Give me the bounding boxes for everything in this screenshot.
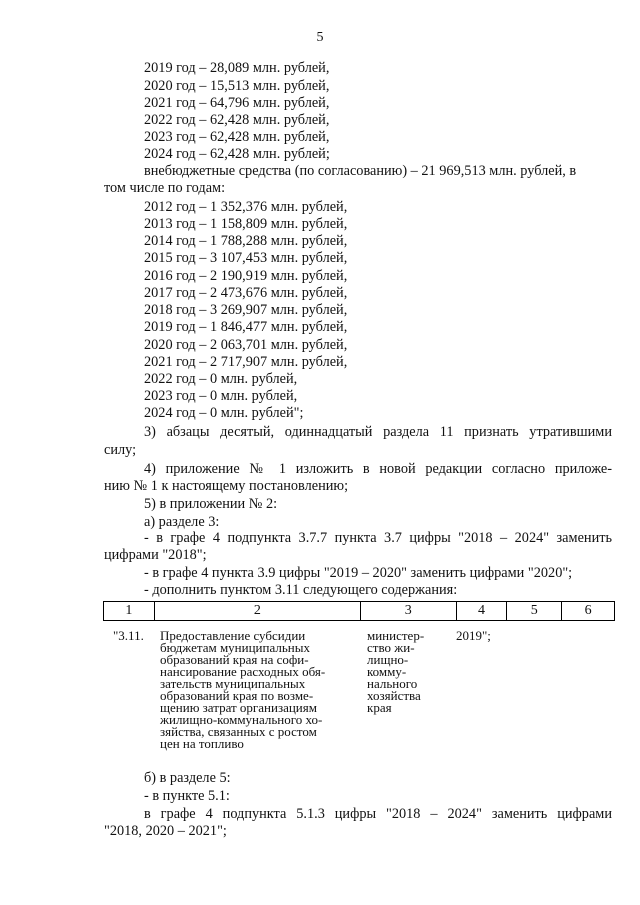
- item-4-line: 4) приложение № 1 изложить в новой редакции согласно приложе-: [144, 461, 612, 477]
- year-line: 2018 год – 3 269,907 млн. рублей,: [144, 302, 348, 318]
- page-number: 5: [316, 30, 324, 45]
- year-line: 2016 год – 2 190,919 млн. рублей,: [144, 268, 348, 284]
- year-line: 2015 год – 3 107,453 млн. рублей,: [144, 250, 348, 266]
- year-line: 2020 год – 2 063,701 млн. рублей,: [144, 337, 348, 353]
- final-line: в графе 4 подпункта 5.1.3 цифры "2018 – 2024" заменить цифрами: [144, 806, 612, 822]
- description-line: образований края на софи-: [160, 652, 309, 667]
- table-cell-description: [160, 630, 325, 750]
- item-5a: а) разделе 3:: [144, 514, 220, 530]
- extra-budget-line: внебюджетные средства (по согласованию) – 21 969,513 млн. рублей, в: [144, 163, 577, 179]
- year-line: 2019 год – 28,089 млн. рублей,: [144, 60, 330, 76]
- year-line: 2012 год – 1 352,376 млн. рублей,: [144, 199, 348, 215]
- executor-line: нального: [367, 676, 418, 691]
- executor-line: хозяйства: [367, 688, 421, 703]
- year-line: 2017 год – 2 473,676 млн. рублей,: [144, 285, 348, 301]
- table-header-cell: 5: [507, 602, 562, 620]
- description-line: щению затрат организациям: [160, 700, 317, 715]
- table-cell-year: 2019";: [456, 628, 491, 643]
- description-line: зательств муниципальных: [160, 676, 306, 691]
- table-header-row: [103, 601, 615, 621]
- bullet-line: - в графе 4 пункта 3.9 цифры "2019 – 2020" заменить цифрами "2020";: [144, 565, 573, 581]
- year-line: 2014 год – 1 788,288 млн. рублей,: [144, 233, 348, 249]
- final-line: "2018, 2020 – 2021";: [104, 823, 227, 839]
- year-line: 2021 год – 64,796 млн. рублей,: [144, 95, 330, 111]
- item-5b: б) в разделе 5:: [144, 770, 231, 786]
- year-line: 2021 год – 2 717,907 млн. рублей,: [144, 354, 348, 370]
- bullet-line: - в графе 4 подпункта 3.7.7 пункта 3.7 цифры "2018 – 2024" заменить: [144, 530, 612, 546]
- executor-line: комму-: [367, 664, 407, 679]
- table-header-cell: 2: [155, 602, 361, 620]
- table-header-cell: 1: [104, 602, 155, 620]
- year-line: 2024 год – 0 млн. рублей";: [144, 405, 304, 421]
- description-line: образований края по возме-: [160, 688, 314, 703]
- item-5: 5) в приложении № 2:: [144, 496, 278, 512]
- item-3-line: силу;: [104, 442, 137, 458]
- description-line: жилищно-коммунального хо-: [160, 712, 323, 727]
- year-line: 2024 год – 62,428 млн. рублей;: [144, 146, 330, 162]
- executor-line: лищно-: [367, 652, 409, 667]
- year-line: 2013 год – 1 158,809 млн. рублей,: [144, 216, 348, 232]
- executor-line: ство жи-: [367, 640, 415, 655]
- item-4-line: нию № 1 к настоящему постановлению;: [104, 478, 349, 494]
- executor-line: министер-: [367, 628, 425, 643]
- bullet-line: цифрами "2018";: [104, 547, 207, 563]
- description-line: Предоставление субсидии: [160, 628, 306, 643]
- bullet-line: - дополнить пунктом 3.11 следующего содержания:: [144, 582, 458, 598]
- table-header-cell: 3: [361, 602, 457, 620]
- description-line: нансирование расходных обя-: [160, 664, 326, 679]
- table-cell-executor: [367, 630, 424, 714]
- year-line: 2020 год – 15,513 млн. рублей,: [144, 78, 330, 94]
- extra-budget-line: том числе по годам:: [104, 180, 226, 196]
- table-cell-number: "3.11.: [113, 628, 144, 643]
- year-line: 2022 год – 62,428 млн. рублей,: [144, 112, 330, 128]
- description-line: зяйства, связанных с ростом: [160, 724, 317, 739]
- description-line: цен на топливо: [160, 736, 244, 751]
- year-line: 2023 год – 0 млн. рублей,: [144, 388, 298, 404]
- item-3-line: 3) абзацы десятый, одиннадцатый раздела 11 признать утратившими: [144, 424, 612, 440]
- item-5b-sub: - в пункте 5.1:: [144, 788, 230, 804]
- year-line: 2019 год – 1 846,477 млн. рублей,: [144, 319, 348, 335]
- year-line: 2022 год – 0 млн. рублей,: [144, 371, 298, 387]
- year-line: 2023 год – 62,428 млн. рублей,: [144, 129, 330, 145]
- table-header-cell: 4: [457, 602, 508, 620]
- executor-line: края: [367, 700, 392, 715]
- table-header-cell: 6: [584, 603, 592, 618]
- description-line: бюджетам муниципальных: [160, 640, 310, 655]
